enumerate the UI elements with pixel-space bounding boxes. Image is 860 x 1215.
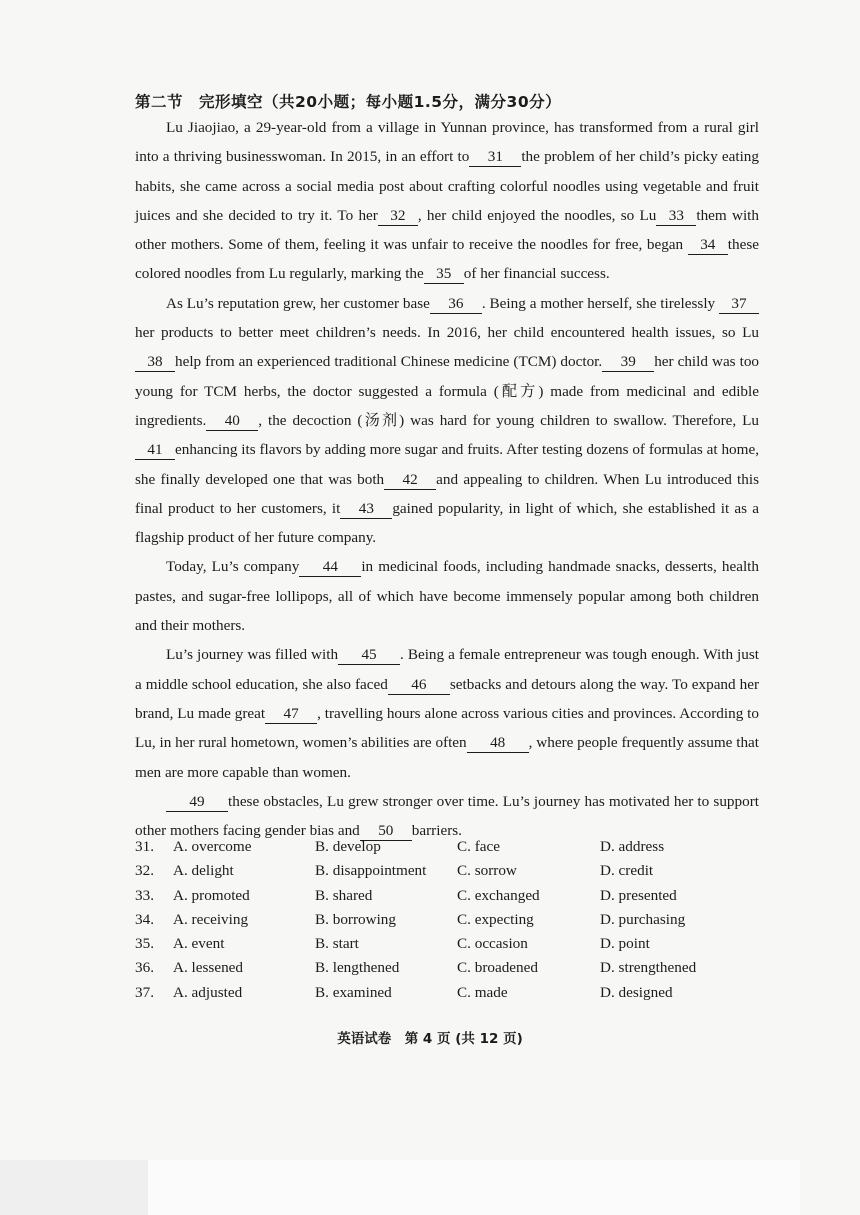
option-c: C. sorrow <box>457 862 517 880</box>
passage-text: Today, Lu’s company <box>166 558 300 576</box>
blank-38: 38 <box>135 353 175 372</box>
blank-44: 44 <box>299 558 361 577</box>
paragraph-1 <box>135 113 759 289</box>
option-d: D. point <box>600 935 650 953</box>
option-b: B. shared <box>315 886 373 904</box>
option-row-31 <box>135 838 775 862</box>
passage-text: , travelling hours alone across various cities and provinces. According to Lu, in her rural hometown, women’s abilities are often <box>135 704 759 752</box>
blank-46: 46 <box>388 676 450 695</box>
blank-37: 37 <box>719 295 759 314</box>
blank-49: 49 <box>166 793 228 812</box>
option-row-32 <box>135 862 775 886</box>
question-number: 34. <box>135 910 154 928</box>
paragraph-3 <box>135 552 759 640</box>
paragraph-4 <box>135 640 759 786</box>
question-number: 37. <box>135 983 154 1001</box>
passage-text: Lu’s journey was filled with <box>166 646 339 664</box>
option-row-34 <box>135 911 775 935</box>
option-a: A. receiving <box>173 910 249 928</box>
option-b: B. disappointment <box>315 862 427 880</box>
blank-31: 31 <box>469 148 521 167</box>
passage-text: setbacks and detours along the way. To expand her brand, Lu made great <box>135 675 759 722</box>
option-d: D. presented <box>600 886 677 904</box>
blank-47: 47 <box>265 705 317 724</box>
option-d: D. designed <box>600 983 673 1001</box>
option-c: C. occasion <box>457 935 528 953</box>
option-b: B. start <box>315 935 359 953</box>
option-a: A. event <box>173 935 225 953</box>
blank-34: 34 <box>688 236 728 255</box>
blank-41: 41 <box>135 441 175 460</box>
option-a: A. delight <box>173 862 234 880</box>
passage-text: her products to better meet children’s needs. In 2016, her child encountered health issues, so Lu <box>135 324 759 342</box>
blank-39: 39 <box>602 353 654 372</box>
section-heading: 第二节 完形填空（共20小题；每小题1.5分，满分30分） <box>135 93 562 111</box>
passage-text: in medicinal foods, including handmade snacks, desserts, health pastes, and sugar-free lollipops, all of which have become immensely popular among both children and their mothers. <box>135 558 759 635</box>
option-d: D. credit <box>600 862 654 880</box>
blank-43: 43 <box>340 500 392 519</box>
passage-text: , where people frequently assume that men are more capable than women. <box>135 734 760 781</box>
scan-edge <box>0 1160 148 1215</box>
blank-35: 35 <box>424 265 464 284</box>
option-row-36 <box>135 959 775 983</box>
blank-36: 36 <box>430 295 482 314</box>
option-c: C. exchanged <box>457 886 540 904</box>
passage-text: the problem of her child’s picky eating habits, she came across a social media post about crafting colorful noodles using vegetable and fruit juices and she decided to try it. To her <box>135 148 759 224</box>
option-a: A. overcome <box>173 838 252 855</box>
option-a: A. adjusted <box>173 983 243 1001</box>
blank-42: 42 <box>384 471 436 490</box>
option-c: C. made <box>457 983 508 1001</box>
option-a: A. lessened <box>173 959 244 977</box>
option-d: D. strengthened <box>600 959 697 977</box>
option-d: D. purchasing <box>600 910 686 928</box>
option-c: C. expecting <box>457 910 534 928</box>
passage-text: , the decoction (汤剂) was hard for young children to swallow. Therefore, Lu <box>258 411 759 429</box>
option-row-33 <box>135 887 775 911</box>
passage-text: gained popularity, in light of which, she established it as a flagship product of her future company. <box>135 499 759 547</box>
passage-text: help from an experienced traditional Chinese medicine (TCM) doctor. <box>175 353 603 371</box>
passage-text: Lu Jiaojiao, a 29-year-old from a village in Yunnan province, has transformed from a rural girl into a thriving businesswoman. In 2015, in an effort to <box>135 119 759 166</box>
passage-text: and appealing to children. When Lu introduced this final product to her customers, it <box>135 470 759 517</box>
passage-text: barriers. <box>411 822 462 840</box>
option-b: B. examined <box>315 983 392 1001</box>
passage-text: As Lu’s reputation grew, her customer base <box>166 294 430 312</box>
blank-50: 50 <box>360 822 412 841</box>
option-c: C. face <box>457 838 501 855</box>
paragraph-5 <box>135 787 759 846</box>
option-b: B. lengthened <box>315 959 400 977</box>
option-b: B. borrowing <box>315 910 396 928</box>
option-a: A. promoted <box>173 886 250 904</box>
question-number: 35. <box>135 935 154 953</box>
option-d: D. address <box>600 838 665 855</box>
passage-text: , her child enjoyed the noodles, so Lu <box>417 206 657 224</box>
question-number: 33. <box>135 886 154 904</box>
blank-40: 40 <box>206 412 258 431</box>
option-row-37 <box>135 984 775 1008</box>
cloze-passage <box>135 113 759 845</box>
question-number: 32. <box>135 862 154 880</box>
question-number: 31. <box>135 838 154 855</box>
blank-45: 45 <box>338 646 400 665</box>
option-row-35 <box>135 935 775 959</box>
option-b: B. develop <box>315 838 381 855</box>
blank-32: 32 <box>378 207 418 226</box>
scan-bottom-strip <box>148 1160 800 1215</box>
answer-options <box>135 838 775 1008</box>
passage-text: these colored noodles from Lu regularly, marking the <box>135 236 759 283</box>
page-footer: 英语试卷 第 4 页 (共 12 页) <box>337 1031 523 1047</box>
blank-33: 33 <box>656 207 696 226</box>
passage-text: these obstacles, Lu grew stronger over time. Lu’s journey has motivated her to support other mothers facing gender bias and <box>135 792 759 840</box>
passage-text: of her financial success. <box>463 265 610 283</box>
option-c: C. broadened <box>457 959 538 977</box>
passage-text: her child was too young for TCM herbs, the doctor suggested a formula (配方) made from medicinal and edible ingredients. <box>135 353 760 429</box>
passage-text: . Being a mother herself, she tirelessly <box>481 294 716 312</box>
question-number: 36. <box>135 959 154 977</box>
blank-48: 48 <box>467 734 529 753</box>
passage-text: enhancing its flavors by adding more sugar and fruits. After testing dozens of formulas at home, she finally developed one that was both <box>135 441 759 488</box>
paragraph-2 <box>135 289 759 553</box>
passage-text: . Being a female entrepreneur was tough enough. With just a middle school education, she also faced <box>135 646 759 693</box>
passage-text: them with other mothers. Some of them, feeling it was unfair to receive the noodles for free, began <box>135 206 759 254</box>
